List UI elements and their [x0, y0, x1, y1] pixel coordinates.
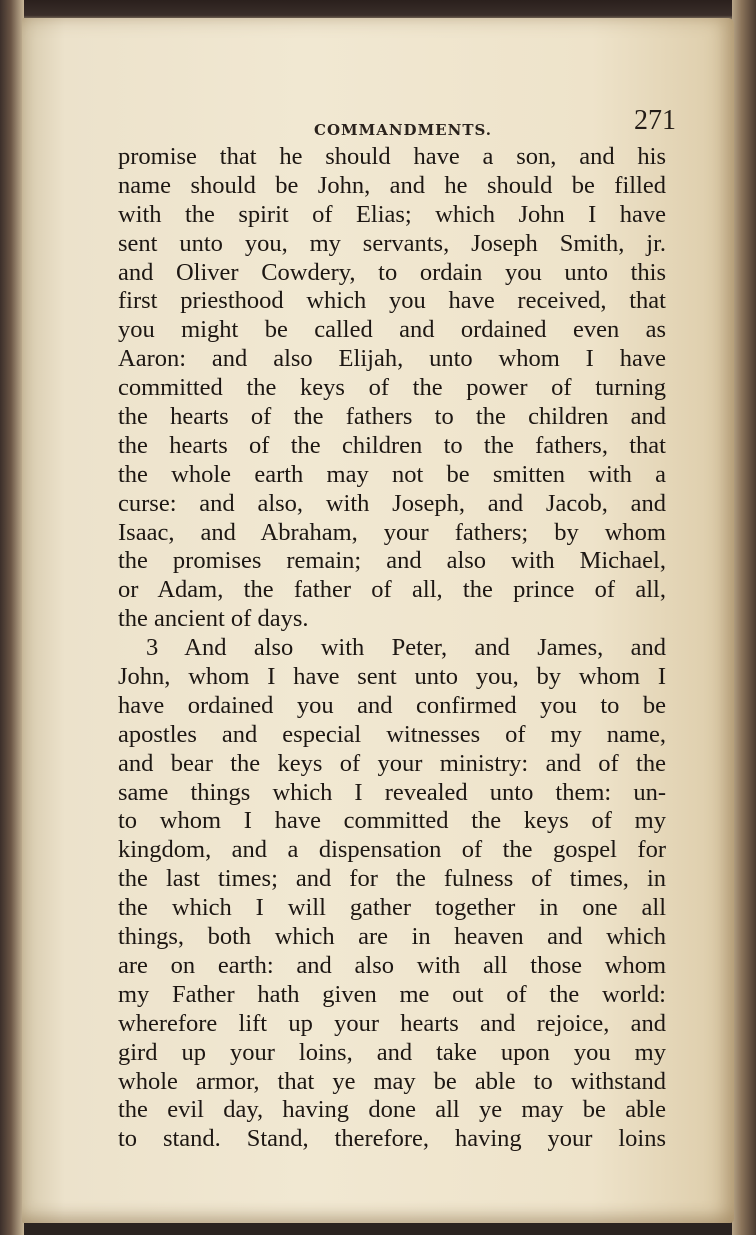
- text-line: Isaac, and Abraham, your fathers; by whom: [118, 518, 666, 546]
- text-line: same things which I revealed unto them: un-: [118, 778, 666, 806]
- book-edge-right: [732, 0, 756, 1235]
- text-line: have ordained you and confirmed you to be: [118, 691, 666, 719]
- text-line: the whole earth may not be smitten with a: [118, 460, 666, 488]
- text-line: Aaron: and also Elijah, unto whom I have: [118, 345, 666, 373]
- text-line: committed the keys of the power of turning: [118, 374, 666, 402]
- book-spine-left: [0, 0, 24, 1235]
- body-text: [118, 143, 678, 1154]
- text-line: first priesthood which you have received, that: [118, 287, 666, 315]
- text-line: and bear the keys of your ministry: and of the: [118, 749, 666, 777]
- text-line: and Oliver Cowdery, to ordain you unto this: [118, 258, 666, 286]
- text-line: the last times; and for the fulness of times, in: [118, 865, 666, 893]
- paragraph-end-line: the ancient of days.: [118, 605, 309, 633]
- text-line: the which I will gather together in one all: [118, 894, 666, 922]
- text-line: to stand. Stand, therefore, having your loins: [118, 1125, 666, 1153]
- text-line: my Father hath given me out of the world:: [118, 980, 666, 1008]
- text-line: wherefore lift up your hearts and rejoice, and: [118, 1009, 666, 1037]
- paragraph-start-line: 3 And also with Peter, and James, and: [146, 634, 666, 662]
- page-header: [22, 103, 682, 143]
- page-number: 271: [634, 105, 676, 136]
- text-line: to whom I have committed the keys of my: [118, 807, 666, 835]
- text-line: with the spirit of Elias; which John I have: [118, 200, 666, 228]
- text-line: the hearts of the fathers to the children and: [118, 403, 666, 431]
- text-line: whole armor, that ye may be able to withstand: [118, 1067, 666, 1095]
- text-line: kingdom, and a dispensation of the gospel for: [118, 836, 666, 864]
- text-line: curse: and also, with Joseph, and Jacob, and: [118, 489, 666, 517]
- text-line: you might be called and ordained even as: [118, 316, 666, 344]
- text-line: things, both which are in heaven and which: [118, 923, 666, 951]
- text-line: the hearts of the children to the fathers, that: [118, 431, 666, 459]
- text-line: sent unto you, my servants, Joseph Smith, jr.: [118, 229, 666, 257]
- text-line: John, whom I have sent unto you, by whom I: [118, 663, 666, 691]
- text-line: apostles and especial witnesses of my name,: [118, 720, 666, 748]
- text-line: the evil day, having done all ye may be able: [118, 1096, 666, 1124]
- text-line: or Adam, the father of all, the prince of all,: [118, 576, 666, 604]
- text-line: are on earth: and also with all those whom: [118, 951, 666, 979]
- text-line: gird up your loins, and take upon you my: [118, 1038, 666, 1066]
- text-line: the promises remain; and also with Michael,: [118, 547, 666, 575]
- text-line: promise that he should have a son, and his: [118, 143, 666, 170]
- text-line: name should be John, and he should be filled: [118, 171, 666, 199]
- running-head: COMMANDMENTS.: [314, 121, 492, 139]
